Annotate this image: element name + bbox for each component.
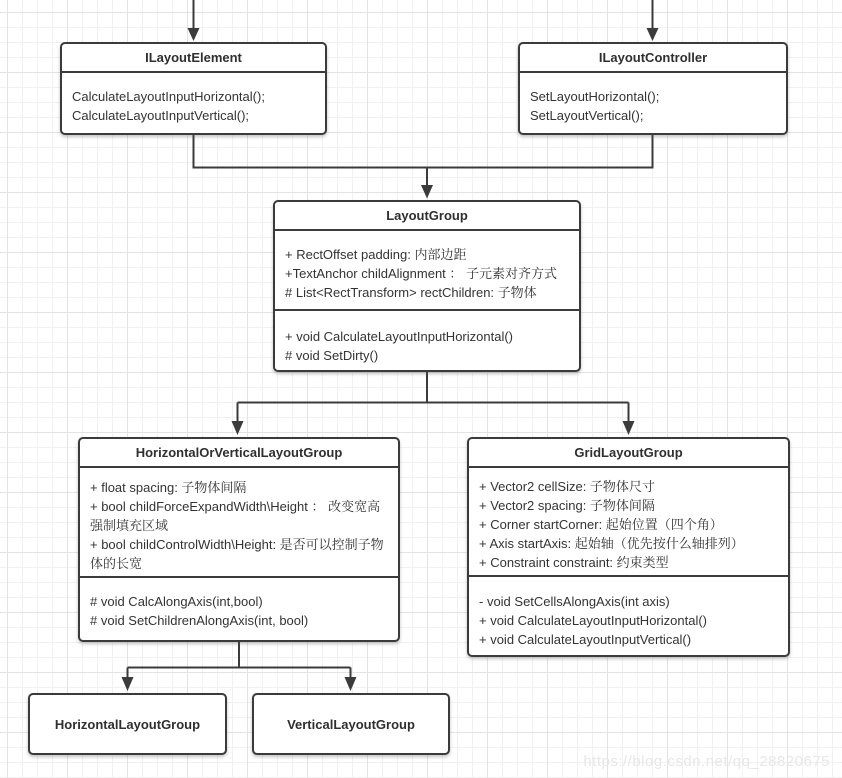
attribute-line: +TextAnchor childAlignment ： 子元素对齐方式 — [285, 266, 558, 281]
attribute-line: + Vector2 cellSize: 子物体尺寸 — [479, 479, 655, 494]
method-line: # void SetDirty() — [285, 348, 379, 363]
csdn-watermark: https://blog.csdn.net/qq_28820675 — [583, 753, 830, 770]
attribute-line: + Vector2 spacing: 子物体间隔 — [479, 498, 655, 513]
method-compartment — [275, 311, 579, 365]
method-line: - void SetCellsAlongAxis(int axis) — [479, 594, 670, 609]
attribute-line: + bool childForceExpandWidth\Height ： 改变宽高强制填充区域 — [90, 499, 381, 533]
attribute-compartment — [80, 468, 398, 578]
attribute-line: + bool childControlWidth\Height: 是否可以控制子物体的长宽 — [90, 537, 384, 571]
attribute-compartment — [275, 231, 579, 311]
attribute-compartment — [469, 468, 788, 577]
arrowhead-down-icon — [188, 28, 200, 41]
attribute-line: + RectOffset padding: 内部边距 — [285, 247, 467, 262]
class-title: GridLayoutGroup — [469, 439, 788, 468]
method-line: SetLayoutVertical(); — [530, 108, 644, 123]
class-node-verticallayoutgroup — [252, 693, 450, 755]
class-title: LayoutGroup — [275, 202, 579, 231]
class-title: VerticalLayoutGroup — [287, 716, 415, 732]
method-line: + void CalculateLayoutInputHorizontal() — [479, 613, 707, 628]
attribute-line: + Axis startAxis: 起始轴（优先按什么轴排列） — [479, 536, 744, 551]
class-node-horizontalorverticallayoutgroup — [78, 437, 400, 642]
arrowhead-down-icon — [345, 677, 357, 691]
method-line: CalculateLayoutInputVertical(); — [72, 108, 250, 123]
method-line: + void CalculateLayoutInputHorizontal() — [285, 329, 513, 344]
class-node-layoutgroup — [273, 200, 581, 372]
method-line: # void SetChildrenAlongAxis(int, bool) — [90, 613, 309, 628]
class-title: ILayoutController — [520, 44, 786, 73]
arrowhead-down-icon — [623, 421, 635, 435]
method-compartment — [62, 73, 325, 125]
arrowhead-down-icon — [122, 677, 134, 691]
class-node-horizontallayoutgroup — [28, 693, 227, 755]
class-node-ilayoutelement — [60, 42, 327, 135]
method-line: CalculateLayoutInputHorizontal(); — [72, 89, 265, 104]
arrowhead-down-icon — [647, 28, 659, 41]
method-line: + void CalculateLayoutInputVertical() — [479, 632, 692, 647]
class-node-ilayoutcontroller — [518, 42, 788, 135]
attribute-line: + Constraint constraint: 约束类型 — [479, 555, 669, 570]
class-title: HorizontalLayoutGroup — [54, 716, 201, 732]
method-compartment — [520, 73, 786, 125]
method-line: # void CalcAlongAxis(int,bool) — [90, 594, 263, 609]
attribute-line: + Corner startCorner: 起始位置（四个角） — [479, 517, 723, 532]
arrowhead-down-icon — [232, 421, 244, 435]
class-title: HorizontalOrVerticalLayoutGroup — [80, 439, 398, 468]
attribute-line: + float spacing: 子物体间隔 — [90, 480, 247, 495]
method-line: SetLayoutHorizontal(); — [530, 89, 660, 104]
class-title: ILayoutElement — [62, 44, 325, 73]
method-compartment — [80, 578, 398, 630]
arrowhead-down-icon — [421, 185, 433, 199]
connector-interfaces-bus — [194, 135, 653, 168]
attribute-line: # List<RectTransform> rectChildren: 子物体 — [285, 285, 537, 300]
method-compartment — [469, 577, 788, 649]
class-node-gridlayoutgroup — [467, 437, 790, 657]
